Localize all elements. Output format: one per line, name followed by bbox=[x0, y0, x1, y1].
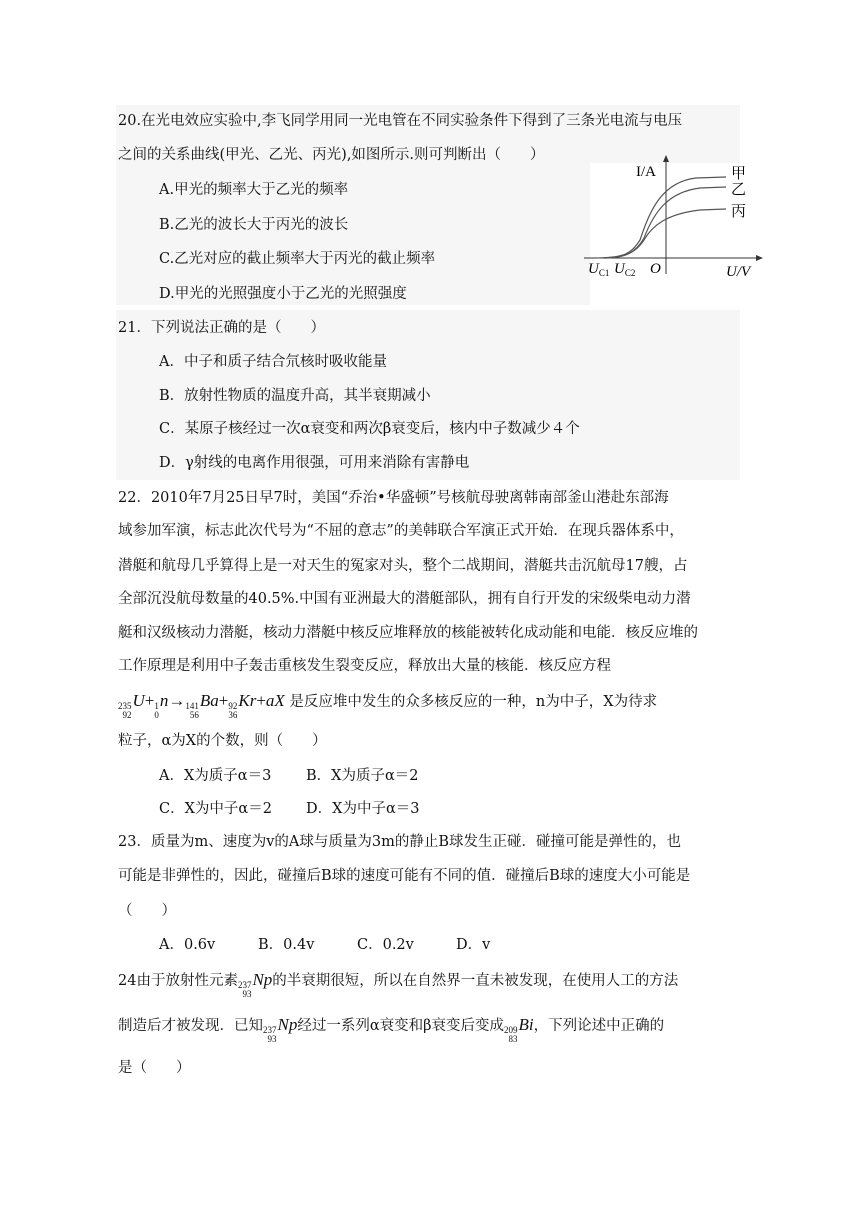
x-axis-label: U/V bbox=[726, 264, 751, 280]
q24-text-2: 的半衰期很短，所以在自然界一直未被发现，在使用人工的方法 bbox=[272, 973, 679, 989]
q21-option-c: C．某原子核经过一次α衰变和两次β衰变后，核内中子数减少４个 bbox=[159, 421, 580, 437]
q21-stem: 21．下列说法正确的是（ ） bbox=[118, 320, 325, 336]
q22-line-2: 域参加军演，标志此次代号为“不屈的意志”的美韩联合军演正式开始．在现兵器体系中， bbox=[118, 523, 684, 539]
q24-line-3: 是（ ） bbox=[118, 1060, 191, 1076]
y-axis-label: I/A bbox=[636, 164, 656, 180]
curve-label-yi: 乙 bbox=[731, 182, 747, 198]
q22-option-b: B．X为质子α＝2 bbox=[306, 768, 419, 784]
q22-line-3: 潜艇和航母几乎算得上是一对天生的冤家对头，整个二战期间，潜艇共击沉航母17艘，占 bbox=[118, 558, 688, 574]
q24-line-2 bbox=[118, 1015, 664, 1044]
q23-option-d: D．v bbox=[456, 937, 491, 953]
q24-text-3: 制造后才被发现．已知 bbox=[118, 1018, 263, 1034]
curve-label-bing: 丙 bbox=[731, 204, 747, 220]
x-axis-arrow-icon bbox=[756, 255, 763, 261]
uc1-label: U bbox=[588, 261, 599, 277]
q21-option-b: B．放射性物质的温度升高，其半衰期减小 bbox=[159, 388, 431, 404]
q22-option-a: A．X为质子α＝3 bbox=[159, 768, 272, 784]
q22-equation-text: 是反应堆中发生的众多核反应的一种，n为中子，X为待求 bbox=[289, 694, 658, 710]
curve-yi bbox=[604, 187, 726, 258]
q23-line-1: 23．质量为m、速度为v的A球与质量为3m的静止B球发生正碰．碰撞可能是弹性的，也 bbox=[118, 834, 681, 850]
photocurrent-voltage-graph bbox=[576, 152, 766, 280]
q22-line-1: 22．2010年7月25日早7时，美国“乔治•华盛顿”号核航母驶离韩南部釜山港赴东部海 bbox=[118, 490, 669, 506]
q20-line-2: 之间的关系曲线(甲光、乙光、丙光),如图所示.则可判断出（ ） bbox=[118, 147, 545, 163]
q24-text-1: 24由于放射性元素 bbox=[118, 973, 238, 989]
np-nuclide: 237 93 Np bbox=[237, 970, 273, 999]
origin-label: O bbox=[650, 261, 661, 277]
svg-text:UC1 bbox=[588, 261, 609, 278]
uc2-label: U bbox=[614, 261, 625, 277]
q23-line-3: （ ） bbox=[118, 903, 176, 919]
q23-line-2: 可能是非弹性的，因此，碰撞后B球的速度可能有不同的值．碰撞后B球的速度大小可能是 bbox=[118, 868, 691, 884]
nuclear-equation: 235 92 U+ 1 0 n→ 141 56 Ba+ 92 36 Kr+aX bbox=[118, 691, 285, 720]
q20-option-b: B.乙光的波长大于丙光的波长 bbox=[159, 217, 349, 233]
q22-line-6: 工作原理是利用中子轰击重核发生裂变反应，释放出大量的核能．核反应方程 bbox=[118, 658, 611, 674]
svg-text:UC2 bbox=[614, 261, 635, 278]
y-axis-arrow-icon bbox=[663, 155, 669, 162]
q22-line-last: 粒子，α为X的个数，则（ ） bbox=[118, 733, 327, 749]
uc2-subscript: C2 bbox=[624, 268, 636, 278]
uc1-subscript: C1 bbox=[598, 268, 610, 278]
q22-line-4: 全部沉没航母数量的40.5%.中国有亚洲最大的潜艇部队，拥有自行开发的宋级柴电动力潜 bbox=[118, 591, 691, 607]
q21-option-d: D．γ射线的电离作用很强，可用来消除有害静电 bbox=[159, 455, 470, 471]
q21-option-a: A．中子和质子结合氘核时吸收能量 bbox=[159, 354, 387, 370]
q24-text-5: ，下列论述中正确的 bbox=[533, 1018, 665, 1034]
bi-nuclide: 209 83 Bi bbox=[504, 1015, 534, 1044]
q22-option-c: C．X为中子α＝2 bbox=[159, 801, 272, 817]
curve-jia bbox=[594, 177, 726, 258]
q24-line-1 bbox=[118, 970, 678, 999]
q22-equation-line bbox=[118, 691, 657, 720]
curve-label-jia: 甲 bbox=[731, 166, 747, 182]
q23-option-a: A．0.6v bbox=[159, 937, 216, 953]
q20-option-d: D.甲光的光照强度小于乙光的光照强度 bbox=[159, 286, 407, 302]
q20-option-c: C.乙光对应的截止频率大于丙光的截止频率 bbox=[159, 251, 436, 267]
curve-bing bbox=[604, 209, 726, 258]
q20-option-a: A.甲光的频率大于乙光的频率 bbox=[159, 182, 349, 198]
q23-option-b: B．0.4v bbox=[258, 937, 315, 953]
np-nuclide-2: 237 93 Np bbox=[263, 1015, 298, 1044]
q24-text-4: 经过一系列α衰变和β衰变后变成 bbox=[297, 1018, 505, 1034]
q20-line-1: 20.在光电效应实验中,李飞同学用同一光电管在不同实验条件下得到了三条光电流与电压 bbox=[118, 113, 683, 129]
q23-option-c: C．0.2v bbox=[357, 937, 414, 953]
q22-option-d: D．X为中子α＝3 bbox=[306, 801, 420, 817]
q22-line-5: 艇和汉级核动力潜艇，核动力潜艇中核反应堆释放的核能被转化成动能和电能．核反应堆的 bbox=[118, 625, 698, 641]
